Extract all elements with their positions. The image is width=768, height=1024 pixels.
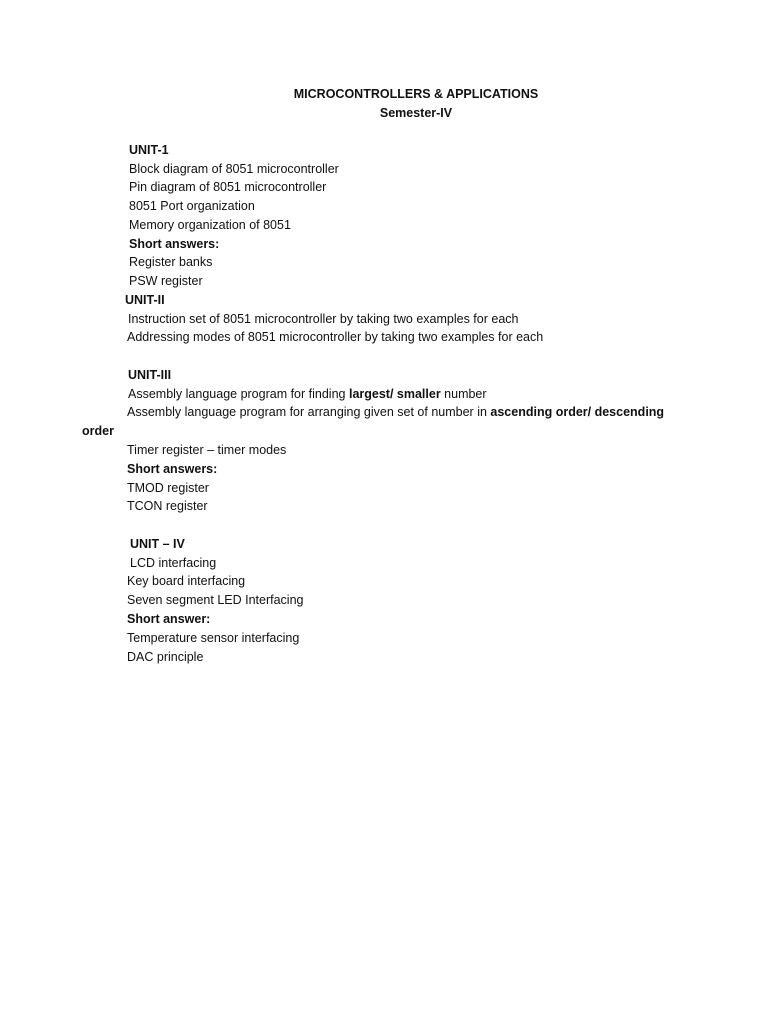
unit4-topic: LCD interfacing — [130, 556, 217, 570]
unit1-short-item: Register banks — [129, 255, 213, 269]
unit3-line2-bold: ascending order/ descending — [490, 405, 665, 419]
unit4-topic: Seven segment LED Interfacing — [127, 593, 304, 607]
unit1-short-answers-label: Short answers: — [129, 237, 220, 251]
unit3-short-answers-label: Short answers: — [127, 462, 218, 476]
unit3-short-item: TMOD register — [127, 481, 209, 495]
unit1-topic: Pin diagram of 8051 microcontroller — [129, 180, 327, 194]
document-title: MICROCONTROLLERS & APPLICATIONS — [293, 87, 539, 101]
unit4-topic: Key board interfacing — [127, 574, 246, 588]
unit3-line1-bold: largest/ smaller — [348, 387, 441, 401]
unit4-short-answer-label: Short answer: — [127, 612, 211, 626]
unit1-heading: UNIT-1 — [129, 143, 169, 157]
unit2-heading: UNIT-II — [125, 293, 165, 307]
unit1-short-item: PSW register — [129, 274, 203, 288]
unit3-topic-timer: Timer register – timer modes — [127, 443, 287, 457]
unit3-short-item: TCON register — [127, 499, 208, 513]
unit2-topic: Addressing modes of 8051 microcontroller by taking two examples for each — [127, 330, 544, 344]
unit4-short-item: Temperature sensor interfacing — [127, 631, 300, 645]
unit3-topic-largest-smaller — [128, 387, 487, 402]
unit4-short-item: DAC principle — [127, 650, 204, 664]
unit4-heading: UNIT – IV — [130, 537, 185, 551]
unit3-line1-text: Assembly language program for finding — [128, 387, 349, 401]
semester-label: Semester-IV — [379, 106, 453, 120]
unit3-line2-text: Assembly language program for arranging given set of number in — [127, 405, 491, 419]
unit1-topic: 8051 Port organization — [129, 199, 255, 213]
unit2-topic: Instruction set of 8051 microcontroller by taking two examples for each — [128, 312, 519, 326]
unit1-topic: Block diagram of 8051 microcontroller — [129, 162, 339, 176]
unit3-line1-tail: number — [440, 387, 487, 401]
unit3-line2-wrap: order — [82, 424, 114, 438]
unit3-topic-arranging — [127, 405, 664, 420]
unit3-heading: UNIT-III — [128, 368, 172, 382]
unit1-topic: Memory organization of 8051 — [129, 218, 291, 232]
